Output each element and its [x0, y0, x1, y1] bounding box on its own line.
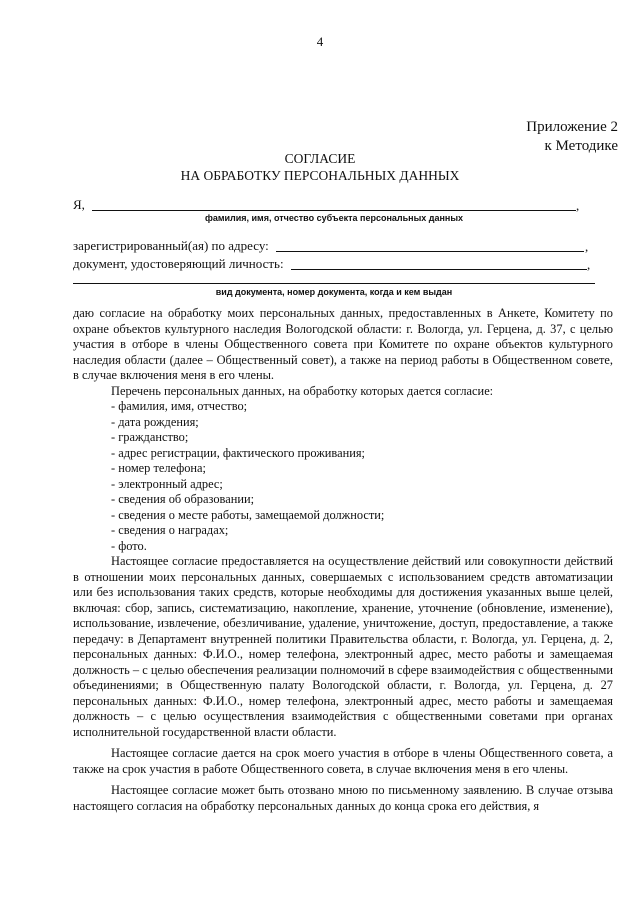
actions-paragraph: Настоящее согласие предоставляется на осуществление действий или совокупности действий в отношении моих персональных данных, совершаемых с использованием средств автоматизации или без использования таких средств, которые необходимы для достижения указанных выше целей, включая: сбор, запись, систематизацию, накопление, хранение, уточнение (обновление, изменение), использование, извлечение, обезличивание, удаление, уничтожение, доступ, предоставление, а также передачу: в Департамент внутренней политики Правительства области, г. Вологда, ул. Герцена, д. 2, персональных данных: Ф.И.О., номер телефона, электронный адрес, место работы и замещаемая должность – с целью обеспечения реализации полномочий в сфере взаимодействия с общественными объединениями; в Общественную палату Вологодской области, г. Вологда, ул. Герцена, д. 27 персональных данных: Ф.И.О., номер телефона, электронный адрес, место работы и замещаемая должность – с целью осуществления взаимодействия с общественными советами при органах исполнительной государственной власти области. [73, 554, 613, 739]
term-paragraph: Настоящее согласие дается на срок моего участия в отборе в члены Общественного совета, а также на срок участия в работе Общественного совета, в случае включения меня в его члены. [73, 746, 613, 776]
appendix-line-2: к Методике [544, 138, 618, 154]
list-item: - фото. [111, 538, 147, 553]
address-label: зарегистрированный(ая) по адресу: [73, 238, 269, 253]
document-field-line[interactable] [291, 269, 587, 270]
title-line-2: НА ОБРАБОТКУ ПЕРСОНАЛЬНЫХ ДАННЫХ [180, 168, 460, 183]
revoke-paragraph: Настоящее согласие может быть отозвано мною по письменному заявлению. В случае отзыва настоящего согласия на обработку персональных данных до конца срока его действия, я [73, 783, 613, 813]
name-field-line[interactable] [92, 210, 576, 211]
consent-body [73, 306, 613, 814]
list-item: - сведения об образовании; [111, 492, 255, 506]
consent-paragraph: даю согласие на обработку моих персональных данных, предоставленных в Анкете, Комитету по охране объектов культурного наследия Вологодской области: г. Вологда, ул. Герцена, д. 37, с целью участия в отборе в члены Общественного совета при Комитете по охране объектов культурного наследия области (далее – Общественный совет), а также на период работы в Общественном совете, в случае включения меня в его члены. [73, 306, 613, 382]
list-item: - сведения о наградах; [111, 523, 229, 537]
document-title [0, 150, 640, 184]
document-extra-line[interactable] [73, 283, 595, 284]
name-field-caption: фамилия, имя, отчество субъекта персональных данных [204, 213, 464, 223]
document-label: документ, удостоверяющий личность: [73, 256, 284, 271]
ya-label: Я, [73, 197, 85, 212]
address-field-comma: , [585, 239, 589, 254]
list-item: - электронный адрес; [111, 476, 223, 491]
page-number: 4 [316, 34, 324, 49]
list-item: - дата рождения; [111, 414, 199, 429]
document-field-comma: , [587, 257, 591, 272]
list-intro: Перечень персональных данных, на обработку которых дается согласие: [111, 383, 494, 398]
list-item: - номер телефона; [111, 461, 206, 475]
list-item: - фамилия, имя, отчество; [111, 399, 248, 413]
list-item: - гражданство; [111, 430, 189, 444]
document-field-caption: вид документа, номер документа, когда и кем выдан [215, 287, 453, 297]
title-line-1: СОГЛАСИЕ [284, 151, 356, 166]
name-field-comma: , [576, 198, 580, 213]
list-item: - сведения о месте работы, замещаемой должности; [111, 507, 385, 522]
appendix-line-1: Приложение 2 [526, 119, 618, 135]
data-list [73, 399, 613, 554]
address-field-line[interactable] [276, 251, 584, 252]
list-item: - адрес регистрации, фактического проживания; [111, 445, 366, 460]
